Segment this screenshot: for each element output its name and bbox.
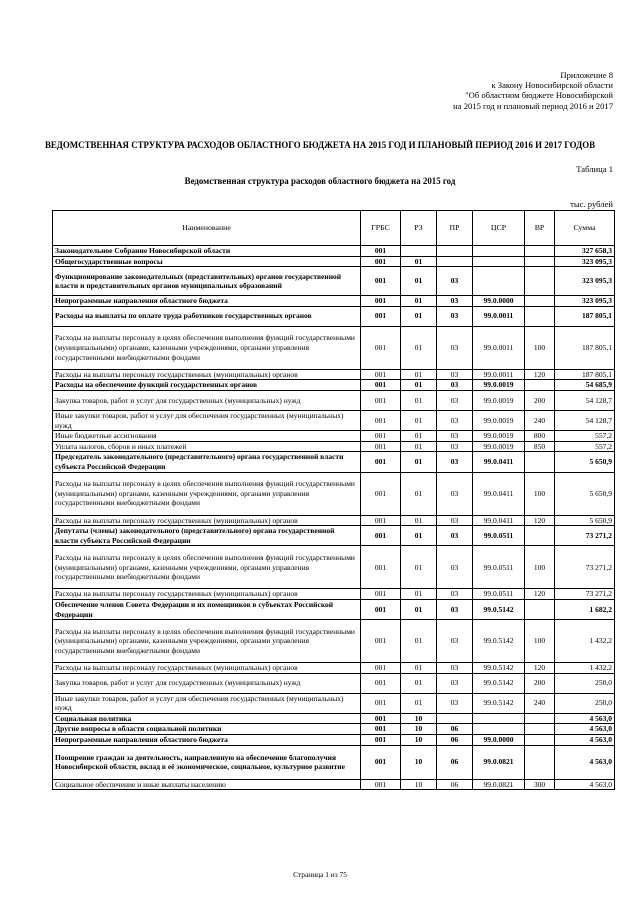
header-csr: ЦСР [473, 211, 525, 246]
cell-sum: 73 271,2 [555, 589, 615, 600]
cell-name: Расходы на обеспечение функций государственных органов [53, 380, 361, 391]
cell-vr [525, 452, 555, 472]
cell-name: Расходы на выплаты персоналу государственных (муниципальных) органов [53, 663, 361, 674]
cell-name: Закупка товаров, работ и услуг для государственных (муниципальных) нужд [53, 390, 361, 410]
cell-csr: 99.0.0011 [473, 369, 525, 380]
table-header-row [53, 211, 615, 246]
table-row [53, 663, 615, 674]
cell-sum: 187 805,1 [555, 326, 615, 369]
cell-name: Другие вопросы в области социальной политики [53, 724, 361, 735]
cell-vr: 100 [525, 326, 555, 369]
cell-csr: 99.0.0511 [473, 589, 525, 600]
cell-csr: 99.0.0000 [473, 735, 525, 746]
cell-vr: 120 [525, 369, 555, 380]
cell-csr: 99.0.0411 [473, 472, 525, 515]
cell-name: Уплата налогов, сборов и иных платежей [53, 441, 361, 452]
cell-csr: 99.0.0019 [473, 410, 525, 430]
cell-sum: 327 658,3 [555, 246, 615, 257]
cell-vr [525, 713, 555, 724]
cell-name: Поощрение граждан за деятельность, направленную на обеспечение благополучия Новосибирской области, вклад в её экономическое, социальное, культурное развитие [53, 745, 361, 779]
cell-csr [473, 713, 525, 724]
cell-pr: 06 [437, 735, 473, 746]
cell-vr: 800 [525, 431, 555, 442]
cell-grbs: 001 [361, 296, 401, 307]
cell-csr: 99.0.0011 [473, 326, 525, 369]
cell-vr: 300 [525, 779, 555, 790]
cell-csr: 99.0.0411 [473, 515, 525, 526]
cell-vr: 120 [525, 663, 555, 674]
cell-rz: 01 [401, 673, 437, 693]
cell-name: Депутаты (члены) законодательного (представительного) органа государственной власти субъекта Российской Федерации [53, 526, 361, 546]
cell-grbs: 001 [361, 620, 401, 663]
cell-pr: 03 [437, 410, 473, 430]
cell-sum: 5 650,9 [555, 452, 615, 472]
page-footer: Страница 1 из 75 [293, 870, 347, 879]
cell-name: Обеспечение членов Совета Федерации и их помощников в субъектах Российской Федерации [53, 599, 361, 619]
cell-pr: 03 [437, 267, 473, 296]
table-row [53, 589, 615, 600]
cell-grbs: 001 [361, 472, 401, 515]
cell-sum: 323 095,3 [555, 267, 615, 296]
cell-csr: 99.0.0019 [473, 441, 525, 452]
table-subtitle: Ведомственная структура расходов областного бюджета на 2015 год [184, 176, 456, 186]
cell-sum: 323 095,3 [555, 296, 615, 307]
table-row [53, 431, 615, 442]
cell-pr: 03 [437, 515, 473, 526]
cell-vr: 200 [525, 673, 555, 693]
cell-pr: 03 [437, 693, 473, 713]
annex-line: к Закону Новосибирской области [491, 80, 613, 91]
cell-csr: 99.0.5142 [473, 663, 525, 674]
cell-vr: 100 [525, 472, 555, 515]
table-row [53, 620, 615, 663]
table-row [53, 452, 615, 472]
cell-rz: 01 [401, 431, 437, 442]
cell-rz: 01 [401, 515, 437, 526]
cell-vr [525, 306, 555, 326]
cell-pr: 03 [437, 306, 473, 326]
cell-name: Расходы на выплаты персоналу в целях обеспечения выполнения функций государственными (муниципальными) органами, казенными учреждениями, органами управления государственными внебюджетными фондами [53, 326, 361, 369]
table-row [53, 410, 615, 430]
cell-csr: 99.0.0019 [473, 390, 525, 410]
cell-pr: 03 [437, 380, 473, 391]
cell-name: Расходы на выплаты персоналу государственных (муниципальных) органов [53, 369, 361, 380]
table-row [53, 515, 615, 526]
cell-rz: 10 [401, 724, 437, 735]
cell-csr [473, 267, 525, 296]
cell-pr: 03 [437, 620, 473, 663]
cell-name: Председатель законодательного (представительного) органа государственной власти субъекта Российской Федерации [53, 452, 361, 472]
cell-grbs: 001 [361, 326, 401, 369]
document-title: ВЕДОМСТВЕННАЯ СТРУКТУРА РАСХОДОВ ОБЛАСТНОГО БЮДЖЕТА НА 2015 ГОД И ПЛАНОВЫЙ ПЕРИОД 2016 И 2017 ГОДОВ [44, 140, 596, 150]
cell-vr: 240 [525, 410, 555, 430]
cell-pr: 03 [437, 452, 473, 472]
cell-vr: 120 [525, 515, 555, 526]
cell-rz: 01 [401, 410, 437, 430]
cell-grbs: 001 [361, 779, 401, 790]
table-row [53, 599, 615, 619]
cell-name: Расходы на выплаты персоналу государственных (муниципальных) органов [53, 515, 361, 526]
cell-rz: 01 [401, 589, 437, 600]
cell-grbs: 001 [361, 745, 401, 779]
cell-rz: 01 [401, 306, 437, 326]
cell-rz: 01 [401, 296, 437, 307]
table-row [53, 380, 615, 391]
cell-rz: 01 [401, 663, 437, 674]
cell-csr: 99.0.0821 [473, 745, 525, 779]
annex-line: на 2015 год и плановый период 2016 и 2017 [453, 100, 613, 111]
cell-pr: 06 [437, 745, 473, 779]
cell-grbs: 001 [361, 515, 401, 526]
table-row [53, 724, 615, 735]
table-row [53, 326, 615, 369]
cell-grbs: 001 [361, 589, 401, 600]
cell-pr: 03 [437, 472, 473, 515]
cell-name: Расходы на выплаты персоналу в целях обеспечения выполнения функций государственными (муниципальными) органами, казенными учреждениями, органами управления государственными внебюджетными фондами [53, 620, 361, 663]
cell-sum: 4 563,0 [555, 724, 615, 735]
cell-vr [525, 246, 555, 257]
cell-grbs: 001 [361, 693, 401, 713]
cell-name: Социальное обеспечение и иные выплаты населению [53, 779, 361, 790]
cell-sum: 4 563,0 [555, 745, 615, 779]
header-vr: ВР [525, 211, 555, 246]
cell-name: Иные закупки товаров, работ и услуг для обеспечения государственных (муниципальных) нужд [53, 410, 361, 430]
cell-sum: 187 805,1 [555, 306, 615, 326]
cell-vr: 200 [525, 390, 555, 410]
cell-name: Расходы на выплаты персоналу государственных (муниципальных) органов [53, 589, 361, 600]
cell-csr: 99.0.0511 [473, 526, 525, 546]
cell-pr [437, 256, 473, 267]
cell-grbs: 001 [361, 673, 401, 693]
cell-sum: 54 128,7 [555, 390, 615, 410]
cell-grbs: 001 [361, 256, 401, 267]
annex-line: "Об областном бюджете Новосибирской [465, 90, 613, 101]
cell-grbs: 001 [361, 724, 401, 735]
cell-vr: 100 [525, 620, 555, 663]
cell-sum: 1 432,2 [555, 620, 615, 663]
table-row [53, 306, 615, 326]
cell-grbs: 001 [361, 441, 401, 452]
table-row [53, 713, 615, 724]
cell-pr: 03 [437, 326, 473, 369]
cell-name: Функционирование законодательных (представительных) органов государственной власти и представительных органов муниципальных образований [53, 267, 361, 296]
cell-pr: 03 [437, 369, 473, 380]
cell-grbs: 001 [361, 599, 401, 619]
cell-csr: 99.0.0000 [473, 296, 525, 307]
cell-csr [473, 724, 525, 735]
table-row [53, 256, 615, 267]
table-row [53, 369, 615, 380]
cell-vr: 120 [525, 589, 555, 600]
header-pr: ПР [437, 211, 473, 246]
cell-vr [525, 267, 555, 296]
cell-grbs: 001 [361, 369, 401, 380]
cell-rz: 10 [401, 779, 437, 790]
cell-sum: 187 805,1 [555, 369, 615, 380]
cell-sum: 557,2 [555, 431, 615, 442]
cell-rz: 01 [401, 620, 437, 663]
cell-sum: 323 095,3 [555, 256, 615, 267]
cell-grbs: 001 [361, 267, 401, 296]
table-row [53, 246, 615, 257]
cell-csr [473, 246, 525, 257]
table-row [53, 779, 615, 790]
cell-name: Иные бюджетные ассигнования [53, 431, 361, 442]
table-label: Таблица 1 [576, 164, 613, 174]
cell-sum: 5 650,9 [555, 472, 615, 515]
cell-csr: 99.0.5142 [473, 599, 525, 619]
cell-vr [525, 599, 555, 619]
cell-pr: 03 [437, 296, 473, 307]
cell-rz: 01 [401, 390, 437, 410]
cell-pr: 03 [437, 599, 473, 619]
table-row [53, 745, 615, 779]
cell-rz: 01 [401, 441, 437, 452]
cell-sum: 557,2 [555, 441, 615, 452]
cell-grbs: 001 [361, 735, 401, 746]
cell-rz: 01 [401, 380, 437, 391]
cell-pr: 03 [437, 663, 473, 674]
table-row [53, 267, 615, 296]
cell-rz: 01 [401, 526, 437, 546]
cell-rz [401, 246, 437, 257]
header-name: Наименование [53, 211, 361, 246]
cell-sum: 250,0 [555, 673, 615, 693]
cell-csr: 99.0.0821 [473, 779, 525, 790]
annex-line: Приложение 8 [560, 70, 613, 80]
cell-pr: 03 [437, 390, 473, 410]
cell-vr [525, 380, 555, 391]
cell-vr [525, 724, 555, 735]
cell-sum: 4 563,0 [555, 779, 615, 790]
units-label: тыс. рублей [570, 199, 613, 209]
cell-rz: 01 [401, 267, 437, 296]
cell-pr [437, 246, 473, 257]
cell-vr: 240 [525, 693, 555, 713]
cell-rz: 01 [401, 546, 437, 589]
cell-csr: 99.0.0511 [473, 546, 525, 589]
cell-pr: 03 [437, 589, 473, 600]
cell-rz: 01 [401, 452, 437, 472]
cell-rz: 10 [401, 745, 437, 779]
cell-grbs: 001 [361, 390, 401, 410]
cell-vr [525, 735, 555, 746]
cell-vr: 850 [525, 441, 555, 452]
cell-rz: 10 [401, 713, 437, 724]
cell-name: Общегосударственные вопросы [53, 256, 361, 267]
cell-name: Расходы на выплаты по оплате труда работников государственных органов [53, 306, 361, 326]
cell-name: Социальная политика [53, 713, 361, 724]
cell-grbs: 001 [361, 546, 401, 589]
table-row [53, 441, 615, 452]
cell-grbs: 001 [361, 246, 401, 257]
cell-csr: 99.0.0011 [473, 306, 525, 326]
table-row [53, 693, 615, 713]
cell-pr: 03 [437, 441, 473, 452]
cell-name: Расходы на выплаты персоналу в целях обеспечения выполнения функций государственными (муниципальными) органами, казенными учреждениями, органами управления государственными внебюджетными фондами [53, 546, 361, 589]
cell-grbs: 001 [361, 452, 401, 472]
cell-sum: 73 271,2 [555, 526, 615, 546]
header-sum: Сумма [555, 211, 615, 246]
table-row [53, 526, 615, 546]
cell-sum: 73 271,2 [555, 546, 615, 589]
cell-sum: 1 432,2 [555, 663, 615, 674]
cell-name: Расходы на выплаты персоналу в целях обеспечения выполнения функций государственными (муниципальными) органами, казенными учреждениями, органами управления государственными внебюджетными фондами [53, 472, 361, 515]
cell-csr: 99.0.0019 [473, 380, 525, 391]
cell-grbs: 001 [361, 713, 401, 724]
cell-csr: 99.0.0019 [473, 431, 525, 442]
cell-sum: 5 650,9 [555, 515, 615, 526]
cell-rz: 01 [401, 599, 437, 619]
cell-grbs: 001 [361, 380, 401, 391]
cell-name: Законодательное Собрание Новосибирской области [53, 246, 361, 257]
cell-grbs: 001 [361, 410, 401, 430]
cell-pr: 03 [437, 526, 473, 546]
cell-grbs: 001 [361, 663, 401, 674]
cell-vr: 100 [525, 546, 555, 589]
cell-csr: 99.0.5142 [473, 693, 525, 713]
cell-csr: 99.0.0411 [473, 452, 525, 472]
header-rz: РЗ [401, 211, 437, 246]
cell-sum: 54 128,7 [555, 410, 615, 430]
cell-vr [525, 526, 555, 546]
table-row [53, 296, 615, 307]
cell-sum: 4 563,0 [555, 735, 615, 746]
table-row [53, 472, 615, 515]
cell-grbs: 001 [361, 526, 401, 546]
cell-rz: 01 [401, 326, 437, 369]
table-row [53, 673, 615, 693]
cell-name: Непрограммные направления областного бюджета [53, 735, 361, 746]
cell-csr [473, 256, 525, 267]
cell-vr [525, 256, 555, 267]
expense-structure-table [52, 210, 615, 790]
cell-rz: 01 [401, 256, 437, 267]
cell-vr [525, 745, 555, 779]
cell-sum: 54 685,9 [555, 380, 615, 391]
cell-pr: 03 [437, 673, 473, 693]
cell-rz: 01 [401, 472, 437, 515]
cell-name: Иные закупки товаров, работ и услуг для обеспечения государственных (муниципальных) нужд [53, 693, 361, 713]
cell-csr: 99.0.5142 [473, 673, 525, 693]
table-row [53, 390, 615, 410]
cell-sum: 1 682,2 [555, 599, 615, 619]
cell-pr: 03 [437, 431, 473, 442]
annex-block [353, 70, 613, 111]
cell-grbs: 001 [361, 306, 401, 326]
cell-name: Непрограммные направления областного бюджета [53, 296, 361, 307]
table-row [53, 735, 615, 746]
cell-grbs: 001 [361, 431, 401, 442]
cell-pr: 06 [437, 724, 473, 735]
cell-pr [437, 713, 473, 724]
cell-sum: 250,0 [555, 693, 615, 713]
header-grbs: ГРБС [361, 211, 401, 246]
cell-name: Закупка товаров, работ и услуг для государственных (муниципальных) нужд [53, 673, 361, 693]
cell-pr: 03 [437, 546, 473, 589]
cell-sum: 4 563,0 [555, 713, 615, 724]
table-row [53, 546, 615, 589]
cell-rz: 01 [401, 693, 437, 713]
cell-vr [525, 296, 555, 307]
cell-csr: 99.0.5142 [473, 620, 525, 663]
cell-rz: 01 [401, 369, 437, 380]
cell-pr: 06 [437, 779, 473, 790]
cell-rz: 10 [401, 735, 437, 746]
